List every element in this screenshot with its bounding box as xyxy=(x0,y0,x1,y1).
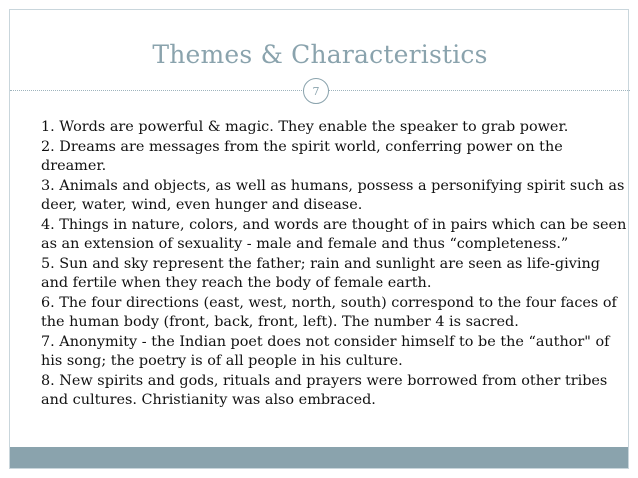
footer-bar xyxy=(10,447,628,468)
page-number: 7 xyxy=(312,85,320,98)
list-item: 5. Sun and sky represent the father; rain and sunlight are seen as life-giving and fertile when they reach the body of female earth. xyxy=(41,255,600,291)
list-item: 6. The four directions (east, west, north, south) correspond to the four faces of the human body (front, back, front, left). The number 4 is sacred. xyxy=(41,294,617,330)
list-item: 1. Words are powerful & magic. They enable the speaker to grab power. xyxy=(41,119,569,135)
list-item: 3. Animals and objects, as well as humans, possess a personifying spirit such as deer, water, wind, even hunger and disease. xyxy=(41,177,625,213)
themes-list xyxy=(41,118,631,411)
list-item: 4. Things in nature, colors, and words are thought of in pairs which can be seen as an extension of sexuality - male and female and thus “completeness.” xyxy=(41,216,627,252)
page-number-badge xyxy=(303,78,329,104)
slide xyxy=(9,9,629,469)
slide-title: Themes & Characteristics xyxy=(152,40,488,69)
list-item: 7. Anonymity - the Indian poet does not consider himself to be the “author" of his song; the poetry is of all people in his culture. xyxy=(41,333,610,369)
list-item: 8. New spirits and gods, rituals and prayers were borrowed from other tribes and cultures. Christianity was also embraced. xyxy=(41,372,608,408)
list-item: 2. Dreams are messages from the spirit world, conferring power on the dreamer. xyxy=(41,138,563,174)
